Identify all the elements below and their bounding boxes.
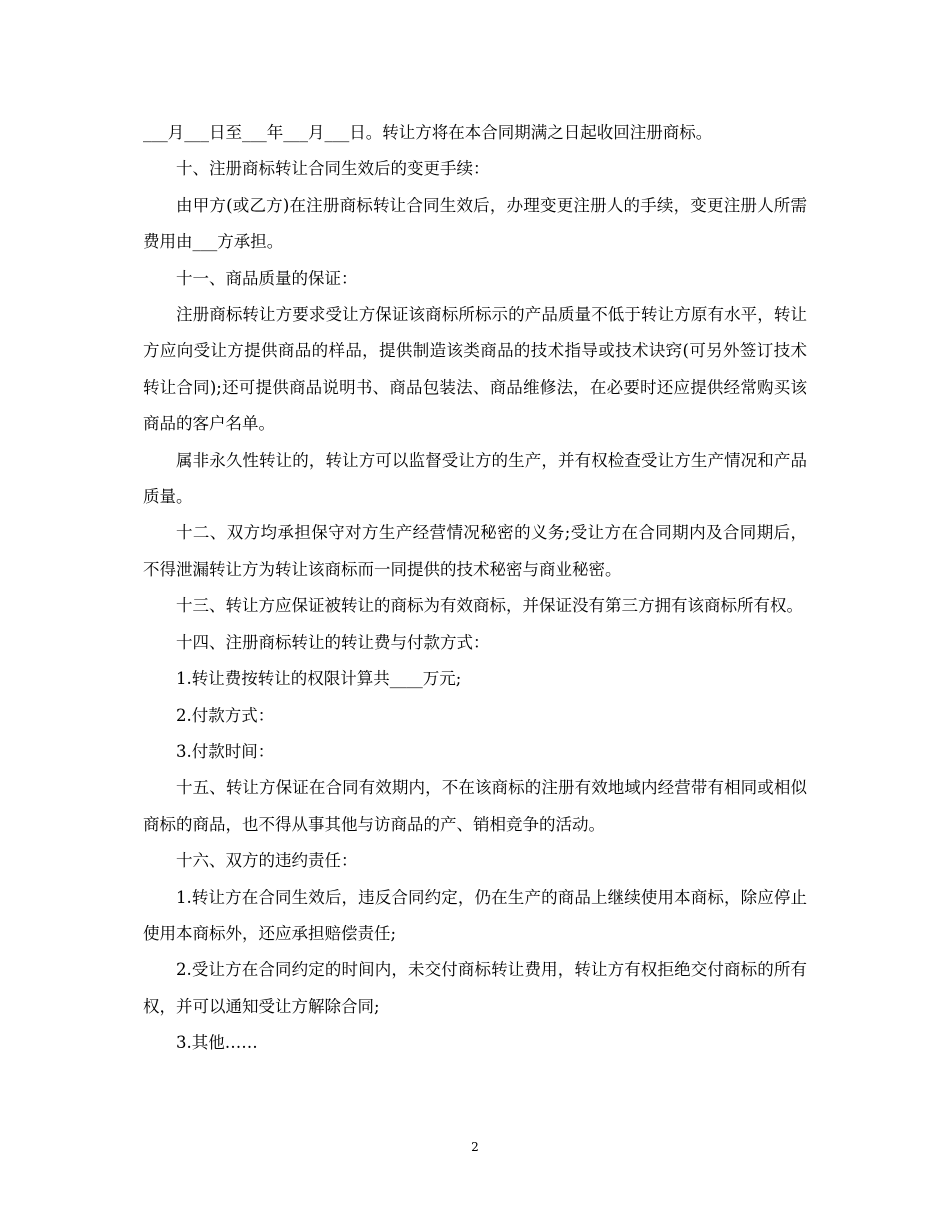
paragraph-section-16-item-2: 2.受让方在合同约定的时间内，未交付商标转让费用，转让方有权拒绝交付商标的所有权，并可以通知受让方解除合同;	[143, 960, 807, 1016]
paragraph-section-11-body: 注册商标转让方要求受让方保证该商标所标示的产品质量不低于转让方原有水平，转让方应向受让方提供商品的样品，提供制造该类商品的技术指导或技术诀窍(可另外签订技术转让合同);还可提供商品说明书、商品包装法、商品维修法，在必要时还应提供经常购买该商品的客户名单。	[143, 305, 807, 434]
paragraph-section-15: 十五、转让方保证在合同有效期内，不在该商标的注册有效地域内经营带有相同或相似商标的商品，也不得从事其他与访商品的产、销相竞争的活动。	[143, 778, 807, 834]
paragraph-section-16-item-1: 1.转让方在合同生效后，违反合同约定，仍在生产的商品上继续使用本商标，除应停止使用本商标外，还应承担赔偿责任;	[143, 887, 807, 943]
paragraph-section-16-item-3: 3.其他……	[176, 1033, 258, 1053]
paragraph-section-12: 十二、双方均承担保守对方生产经营情况秘密的义务;受让方在合同期内及合同期后，不得泄漏转让方为转让该商标而一同提供的技术秘密与商业秘密。	[143, 523, 807, 579]
paragraph-non-permanent-transfer: 属非永久性转让的，转让方可以监督受让方的生产，并有权检查受让方生产情况和产品质量。	[143, 450, 807, 507]
paragraph-date-range: ___月___日至___年___月___日。转让方将在本合同期满之日起收回注册商标。	[143, 123, 713, 142]
paragraph-section-10-body: 由甲方(或乙方)在注册商标转让合同生效后，办理变更注册人的手续，变更注册人所需费用由___方承担。	[143, 195, 807, 252]
paragraph-section-14-item-3: 3.付款时间：	[176, 741, 275, 761]
document-body	[143, 115, 807, 1062]
paragraph-section-14-item-2: 2.付款方式：	[176, 705, 275, 725]
paragraph-section-11-heading: 十一、商品质量的保证：	[176, 268, 358, 288]
paragraph-section-16-heading: 十六、双方的违约责任：	[176, 851, 358, 871]
paragraph-section-14-heading: 十四、注册商标转让的转让费与付款方式：	[176, 632, 490, 652]
paragraph-section-14-item-1: 1.转让费按转让的权限计算共____万元;	[176, 669, 462, 689]
page-number: 2	[471, 1140, 479, 1154]
paragraph-section-13: 十三、转让方应保证被转让的商标为有效商标，并保证没有第三方拥有该商标所有权。	[176, 596, 803, 616]
paragraph-section-10-heading: 十、注册商标转让合同生效后的变更手续：	[176, 159, 490, 179]
